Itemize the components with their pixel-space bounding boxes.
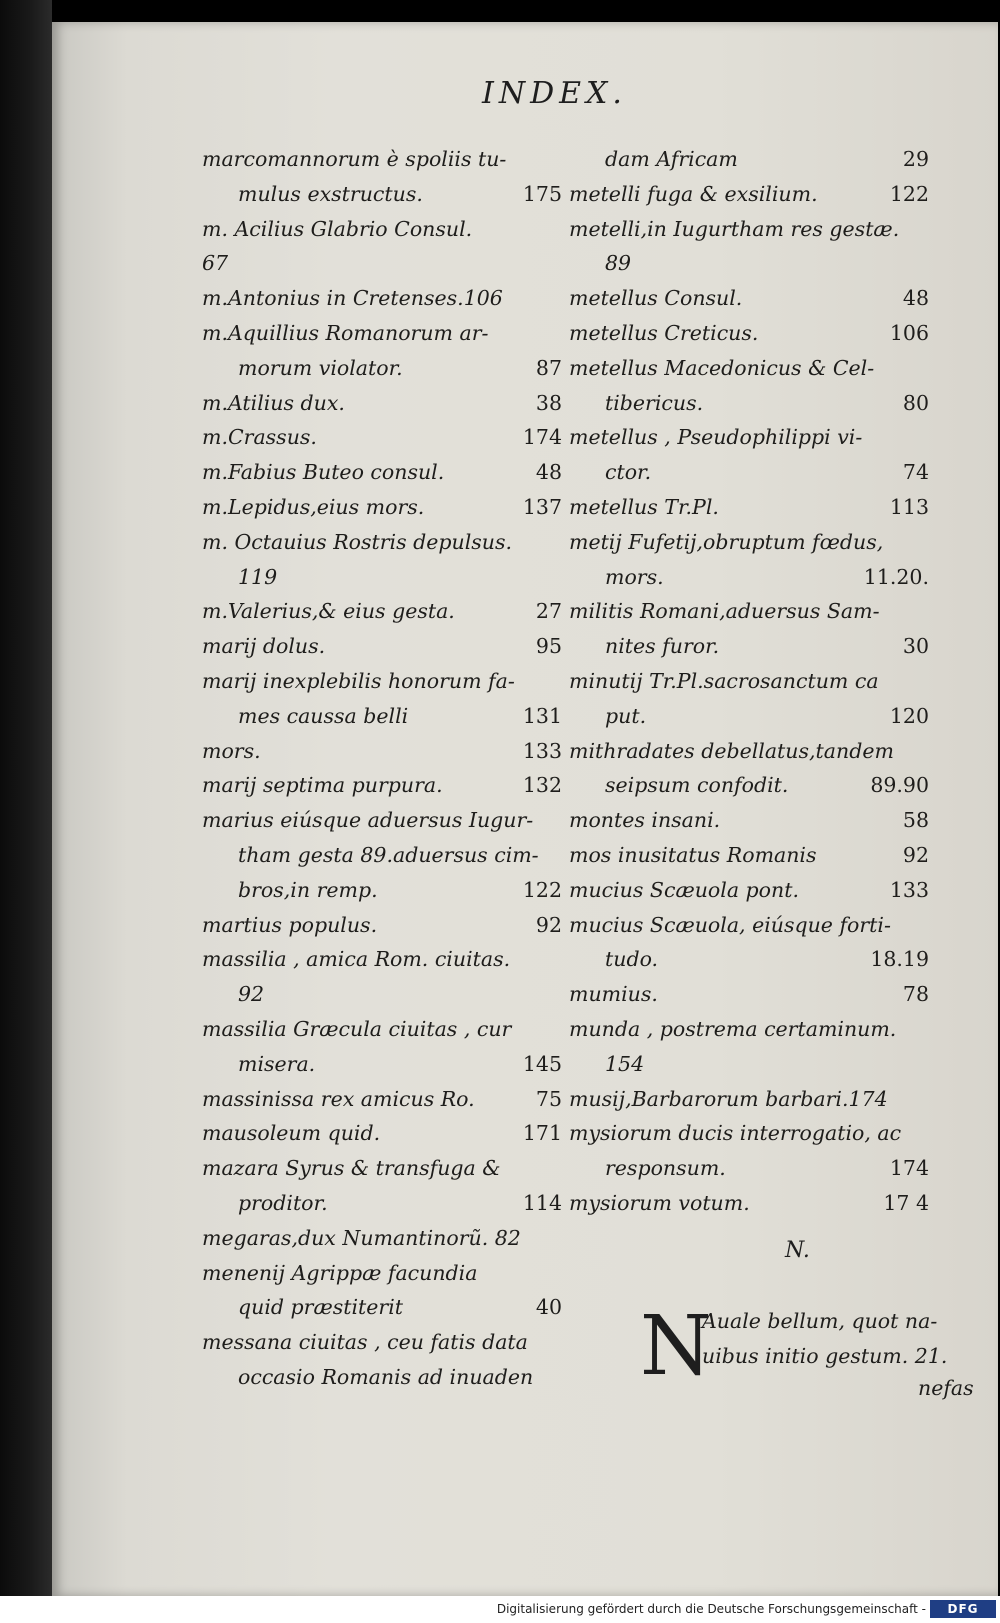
index-line: Auale bellum, quot na- <box>702 1309 938 1333</box>
page-reference: 18.19 <box>870 947 929 972</box>
index-entry-text: seipsum confodit. <box>605 773 789 798</box>
index-entry-text: metellus Creticus. <box>569 320 759 345</box>
index-line <box>202 281 562 316</box>
index-line <box>569 734 929 769</box>
index-entry-text: ctor. <box>605 460 652 485</box>
index-line <box>202 246 562 281</box>
index-entry-text: mors. <box>605 564 664 589</box>
page-reference: 137 <box>522 494 562 519</box>
index-entry-text: m.Antonius in Cretenses.106 <box>202 286 503 311</box>
page-reference: 122 <box>522 877 562 902</box>
index-line <box>202 664 562 699</box>
page-reference: 78 <box>902 982 929 1007</box>
index-entry-text: minutij Tr.Pl.sacrosanctum ca <box>569 668 879 693</box>
index-entry-text: bros,in remp. <box>238 877 378 902</box>
index-line <box>202 977 562 1012</box>
index-entry-text: 119 <box>238 564 278 589</box>
page-reference: 48 <box>902 286 929 311</box>
index-entry-text: 92 <box>238 982 265 1007</box>
page-reference: 106 <box>889 320 929 345</box>
index-entry-text: mucius Scæuola pont. <box>569 877 799 902</box>
index-entry-text: metellus Consul. <box>569 286 743 311</box>
index-line <box>569 908 929 943</box>
index-line <box>202 629 562 664</box>
index-entry-text: m.Valerius,& eius gesta. <box>202 599 455 624</box>
index-entry-text: mucius Scæuola, eiúsque forti- <box>569 912 891 937</box>
index-entry-text: marius eiúsque aduersus Iugur- <box>202 808 534 833</box>
index-line <box>569 560 929 595</box>
page-reference: 40 <box>535 1295 562 1320</box>
index-line <box>569 420 929 455</box>
index-line <box>202 1325 562 1360</box>
index-entry-text: m.Atilius dux. <box>202 390 345 415</box>
page-reference: 114 <box>522 1190 562 1215</box>
page-reference: 133 <box>889 877 929 902</box>
index-entry-text: mos inusitatus Romanis <box>569 842 817 867</box>
index-entry-text: m.Crassus. <box>202 425 317 450</box>
index-entry-text: mysiorum ducis interrogatio, ac <box>569 1121 902 1146</box>
index-line <box>569 246 929 281</box>
page-reference: 174 <box>522 425 562 450</box>
page-reference: 80 <box>902 390 929 415</box>
index-line <box>202 351 562 386</box>
index-line <box>569 177 929 212</box>
index-entry-text: m.Fabius Buteo consul. <box>202 460 445 485</box>
index-entry-text: mausoleum quid. <box>202 1121 381 1146</box>
index-entry-text: marij septima purpura. <box>202 773 443 798</box>
index-entry-text: quid præstiterit <box>238 1295 403 1320</box>
index-entry-text: dam Africam <box>605 147 738 171</box>
page-reference: 175 <box>522 181 562 206</box>
index-line <box>202 212 562 247</box>
index-entry-text: m.Aquillius Romanorum ar- <box>202 320 489 345</box>
index-entry-text: martius populus. <box>202 912 378 937</box>
index-entry-text: metelli fuga & exsilium. <box>569 181 818 206</box>
page-reference: 120 <box>889 703 929 728</box>
index-line <box>202 734 562 769</box>
footer-bar <box>0 1596 1000 1623</box>
index-entry-text: mes caussa belli <box>238 703 409 728</box>
index-line <box>569 803 929 838</box>
page-reference: 17 4 <box>883 1190 929 1215</box>
index-entry-text: munda , postrema certaminum. <box>569 1016 897 1041</box>
index-line <box>569 838 929 873</box>
index-line <box>569 490 929 525</box>
index-entry-text: occasio Romanis ad inuaden <box>238 1364 534 1389</box>
index-line <box>202 1360 562 1395</box>
index-line <box>569 942 929 977</box>
index-entry-text: metij Fufetij,obruptum fœdus, <box>569 529 884 554</box>
index-line <box>202 1047 562 1082</box>
index-line <box>569 1012 929 1047</box>
index-line <box>202 1012 562 1047</box>
index-entry-text: massilia Græcula ciuitas , cur <box>202 1016 512 1041</box>
index-entry-text: marij inexplebilis honorum fa- <box>202 668 515 693</box>
page-reference: 89.90 <box>870 773 929 798</box>
page-reference: 131 <box>522 703 562 728</box>
index-entry-text: menenij Agrippæ facundia <box>202 1260 478 1285</box>
index-line <box>202 699 562 734</box>
dfg-logo: DFG <box>930 1600 996 1618</box>
index-line <box>202 455 562 490</box>
index-entry-text: tibericus. <box>605 390 704 415</box>
index-column-left <box>202 142 562 1395</box>
index-line <box>202 803 562 838</box>
index-entry-text: montes insani. <box>569 808 721 833</box>
index-entry-text: mulus exstructus. <box>238 181 423 206</box>
index-line <box>202 908 562 943</box>
page-reference: 174 <box>889 1156 929 1181</box>
page-reference: 48 <box>535 460 562 485</box>
index-entry-text: 89 <box>605 251 632 276</box>
page-reference: 87 <box>535 355 562 380</box>
index-line <box>569 1082 929 1117</box>
index-entry-text: metelli,in Iugurtham res gestæ. <box>569 216 900 241</box>
index-entry-text: 67 <box>202 251 229 276</box>
page-reference: 58 <box>902 808 929 833</box>
index-entry-text: put. <box>605 703 647 728</box>
index-line: uibus initio gestum. 21. <box>702 1343 948 1368</box>
index-line <box>202 420 562 455</box>
index-entry-text: megaras,dux Numantinorũ. 82 <box>202 1225 521 1250</box>
page-reference: 122 <box>889 181 929 206</box>
index-entry-text: mors. <box>202 738 261 763</box>
index-entry-text: massinissa rex amicus Ro. <box>202 1086 475 1111</box>
index-column-right <box>569 142 929 1221</box>
page-reference: 145 <box>522 1051 562 1076</box>
index-line <box>569 699 929 734</box>
index-line <box>202 142 562 177</box>
page-reference: 92 <box>535 912 562 937</box>
page-reference: 38 <box>535 390 562 415</box>
index-entry-text: massilia , amica Rom. ciuitas. <box>202 947 511 972</box>
index-line <box>569 525 929 560</box>
index-line <box>569 977 929 1012</box>
index-line <box>569 351 929 386</box>
section-n-entry <box>702 1304 992 1374</box>
page-reference: 171 <box>522 1121 562 1146</box>
index-line <box>569 1151 929 1186</box>
page-reference: 75 <box>535 1086 562 1111</box>
index-entry-text: 154 <box>605 1051 645 1076</box>
page-reference: 30 <box>902 634 929 659</box>
index-entry-text: morum violator. <box>238 355 403 380</box>
index-line <box>202 873 562 908</box>
index-line <box>202 768 562 803</box>
index-line <box>202 1116 562 1151</box>
page-reference: 11.20. <box>863 564 929 589</box>
index-entry-text: metellus Tr.Pl. <box>569 494 719 519</box>
scan-edge <box>0 0 52 1596</box>
index-entry-text: militis Romani,aduersus Sam- <box>569 599 880 624</box>
index-line <box>569 316 929 351</box>
drop-initial: N <box>640 1299 712 1394</box>
index-line <box>202 1151 562 1186</box>
book-page <box>52 22 998 1596</box>
index-line <box>569 768 929 803</box>
page-reference: 74 <box>902 460 929 485</box>
index-line <box>569 664 929 699</box>
index-line <box>202 1256 562 1291</box>
index-entry-text: mithradates debellatus,tandem <box>569 738 894 763</box>
page-heading: INDEX. <box>482 76 627 111</box>
page-reference: 27 <box>535 599 562 624</box>
index-line <box>569 386 929 421</box>
index-line <box>569 455 929 490</box>
index-line <box>202 490 562 525</box>
page-reference: 29 <box>902 147 929 171</box>
index-line <box>202 1186 562 1221</box>
index-entry-text: messana ciuitas , ceu fatis data <box>202 1330 528 1355</box>
footer-text: Digitalisierung gefördert durch die Deutsche Forschungsgemeinschaft - <box>496 1602 926 1616</box>
index-line <box>202 594 562 629</box>
index-line <box>202 177 562 212</box>
index-line <box>202 1290 562 1325</box>
index-line <box>569 594 929 629</box>
index-entry-text: m.Lepidus,eius mors. <box>202 494 425 519</box>
index-line <box>202 1221 562 1256</box>
index-line <box>202 560 562 595</box>
page-reference: 92 <box>902 842 929 867</box>
index-line <box>569 212 929 247</box>
index-line <box>569 1047 929 1082</box>
index-line <box>569 1116 929 1151</box>
index-entry-text: responsum. <box>605 1156 726 1181</box>
section-heading: N. <box>785 1238 810 1263</box>
index-line <box>569 281 929 316</box>
index-entry-text: nites furor. <box>605 634 720 659</box>
index-entry-text: marij dolus. <box>202 634 326 659</box>
index-entry-text: m. Octauius Rostris depulsus. <box>202 529 513 554</box>
page-reference: 95 <box>535 634 562 659</box>
index-entry-text: tudo. <box>605 947 659 972</box>
index-line <box>202 838 562 873</box>
index-entry-text: marcomannorum è spoliis tu- <box>202 147 507 171</box>
index-line <box>202 1082 562 1117</box>
index-line <box>202 316 562 351</box>
index-entry-text: mumius. <box>569 982 658 1007</box>
index-entry-text: metellus Macedonicus & Cel- <box>569 355 875 380</box>
index-line <box>569 629 929 664</box>
index-entry-text: proditor. <box>238 1190 328 1215</box>
index-line <box>569 1186 929 1221</box>
index-entry-text: mazara Syrus & transfuga & <box>202 1156 501 1181</box>
index-line <box>202 525 562 560</box>
index-entry-text: mysiorum votum. <box>569 1190 750 1215</box>
index-line <box>202 942 562 977</box>
index-line <box>569 142 929 177</box>
index-line <box>569 873 929 908</box>
index-entry-text: tham gesta 89.aduersus cim- <box>238 842 539 867</box>
index-entry-text: metellus , Pseudophilippi vi- <box>569 425 863 450</box>
page-reference: 132 <box>522 773 562 798</box>
index-entry-text: misera. <box>238 1051 316 1076</box>
page-reference: 113 <box>889 494 929 519</box>
page-reference: 133 <box>522 738 562 763</box>
catchword: nefas <box>918 1376 974 1400</box>
index-line <box>202 386 562 421</box>
index-entry-text: m. Acilius Glabrio Consul. <box>202 216 473 241</box>
index-entry-text: musij,Barbarorum barbari.174 <box>569 1086 888 1111</box>
